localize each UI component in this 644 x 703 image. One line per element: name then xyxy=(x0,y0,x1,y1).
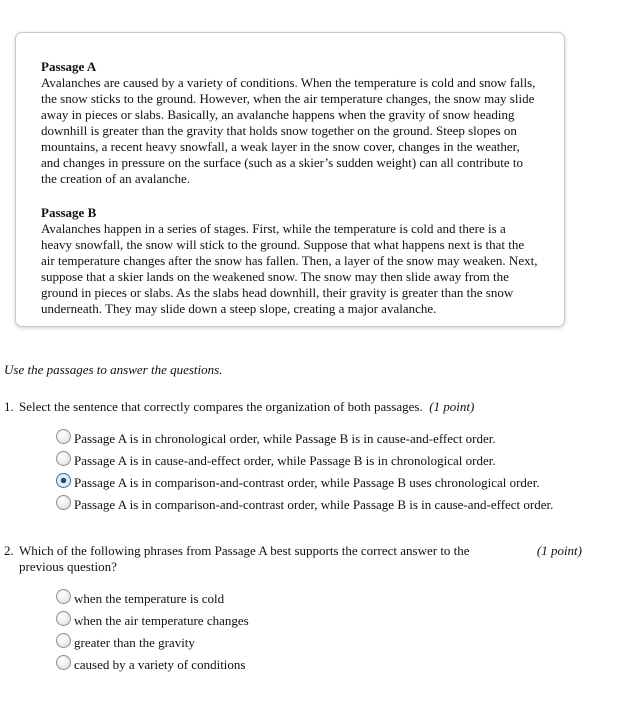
passage-b-title: Passage B xyxy=(41,205,97,220)
question-1-points: (1 point) xyxy=(429,399,475,414)
question-2 xyxy=(4,543,594,676)
question-2-number: 2. xyxy=(4,543,14,558)
question-1-text xyxy=(19,399,579,415)
question-1-option[interactable] xyxy=(56,450,594,472)
radio-button[interactable] xyxy=(56,655,71,670)
option-label[interactable]: caused by a variety of conditions xyxy=(74,657,246,672)
question-1-option[interactable] xyxy=(56,494,594,516)
radio-button[interactable] xyxy=(56,611,71,626)
passage-box xyxy=(15,32,565,327)
passage-b xyxy=(41,205,538,317)
radio-button[interactable] xyxy=(56,429,71,444)
question-1-option[interactable] xyxy=(56,428,594,450)
question-1-option[interactable] xyxy=(56,472,594,494)
radio-button[interactable] xyxy=(56,633,71,648)
option-label[interactable]: Passage A is in chronological order, while Passage B is in cause-and-effect order. xyxy=(74,431,496,446)
question-2-header xyxy=(4,543,594,575)
question-2-option[interactable] xyxy=(56,588,594,610)
passage-a-title: Passage A xyxy=(41,59,97,74)
question-2-option[interactable] xyxy=(56,654,594,676)
question-1 xyxy=(4,399,594,516)
option-label[interactable]: greater than the gravity xyxy=(74,635,195,650)
option-label[interactable]: Passage A is in comparison-and-contrast order, while Passage B uses chronological order. xyxy=(74,475,540,490)
question-2-option[interactable] xyxy=(56,632,594,654)
passage-a xyxy=(41,59,538,187)
passage-a-body: Avalanches are caused by a variety of conditions. When the temperature is cold and snow falls, the snow sticks to the ground. However, when the air temperature changes, the snow may slide away in pieces or slabs. Basically, an avalanche happens when the gravity of snow heading downhill is greater than the gravity that holds snow together on the ground. Steep slopes on mountains, a recent heavy snowfall, a weak layer in the snow cover, changes in the weather, and changes in pressure on the surface (such as a skier’s sudden weight) can all contribute to the creation of an avalanche. xyxy=(41,75,536,186)
question-2-option[interactable] xyxy=(56,610,594,632)
question-2-options xyxy=(56,588,594,676)
instructions: Use the passages to answer the questions. xyxy=(4,362,223,377)
question-2-points: (1 point) xyxy=(536,543,582,558)
option-label[interactable]: Passage A is in comparison-and-contrast order, while Passage B is in cause-and-effect order. xyxy=(74,497,554,512)
question-1-header xyxy=(4,399,594,415)
option-label[interactable]: Passage A is in cause-and-effect order, while Passage B is in chronological order. xyxy=(74,453,496,468)
radio-button[interactable] xyxy=(56,451,71,466)
option-label[interactable]: when the air temperature changes xyxy=(74,613,249,628)
radio-button[interactable] xyxy=(56,589,71,604)
option-label[interactable]: when the temperature is cold xyxy=(74,591,225,606)
question-1-options xyxy=(56,428,594,516)
question-1-number: 1. xyxy=(4,399,14,414)
question-2-prompt: Which of the following phrases from Passage A best supports the correct answer to the previous question? xyxy=(19,543,470,574)
passage-b-body: Avalanches happen in a series of stages. First, while the temperature is cold and there is a heavy snowfall, the snow will stick to the ground. Suppose that what happens next is that the air temperature changes after the snow has fallen. Then, a layer of the snow may weaken. Next, suppose that a skier lands on the weakened snow. The snow may then slide away from the ground in pieces or slabs. As the slabs head downhill, their gravity is greater than the snow underneath. They may slide down a steep slope, creating a major avalanche. xyxy=(41,221,538,316)
radio-button[interactable] xyxy=(56,473,71,488)
question-1-prompt: Select the sentence that correctly compares the organization of both passages. xyxy=(19,399,423,414)
radio-button[interactable] xyxy=(56,495,71,510)
